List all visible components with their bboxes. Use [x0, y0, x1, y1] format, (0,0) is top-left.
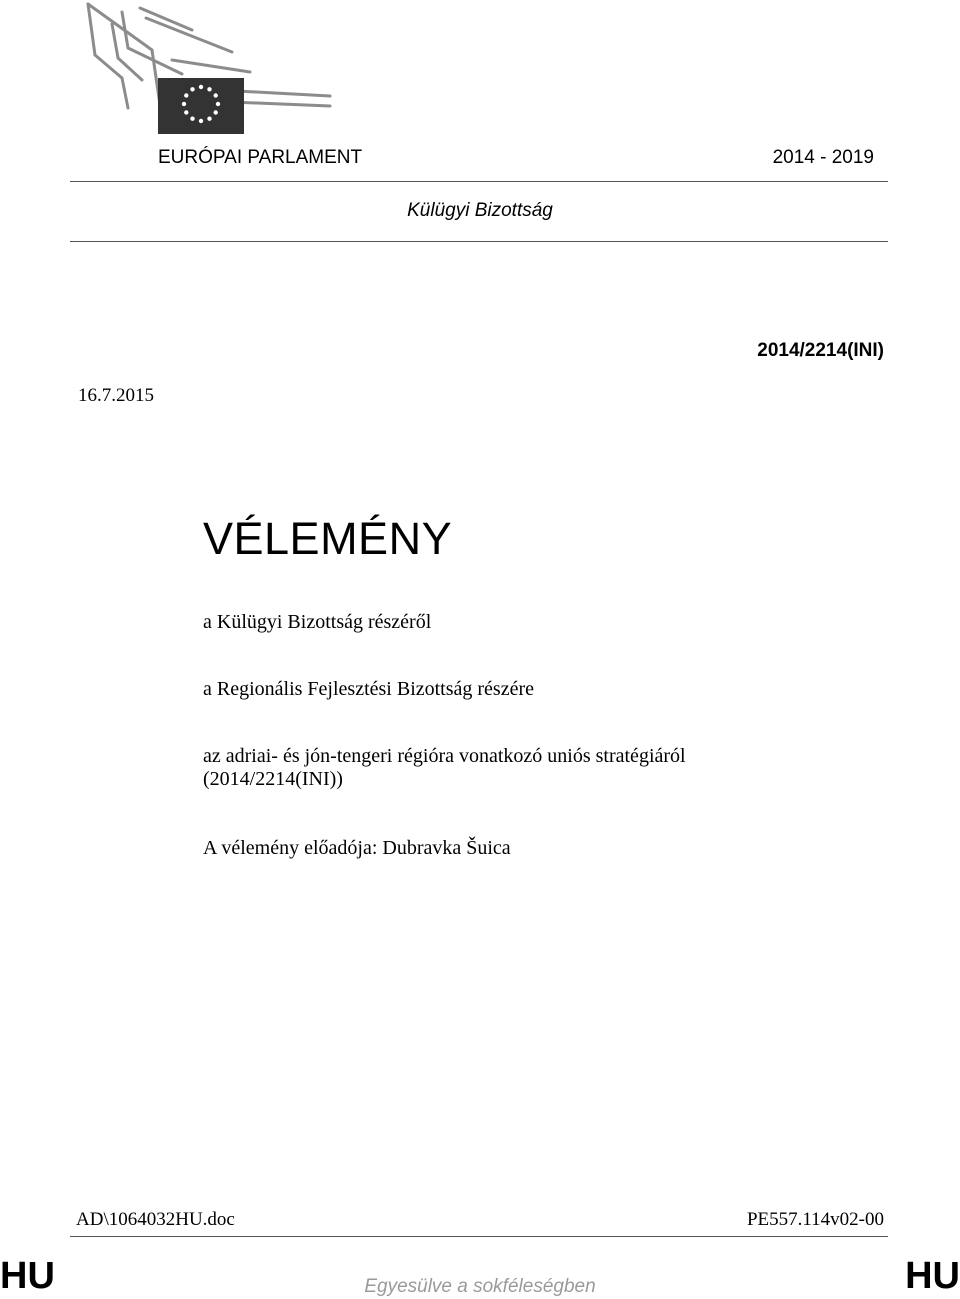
language-code-left: HU: [0, 1255, 55, 1297]
procedure-number: 2014/2214(INI): [757, 340, 884, 361]
committee-name: Külügyi Bizottság: [407, 200, 553, 221]
from-committee: a Külügyi Bizottság részéről: [203, 611, 432, 633]
for-committee: a Regionális Fejlesztési Bizottság részére: [203, 678, 535, 700]
footer-divider: [70, 1236, 888, 1237]
subject-line-2: (2014/2214(INI)): [203, 768, 343, 790]
document-title: VÉLEMÉNY: [203, 513, 453, 564]
subject: [203, 745, 803, 791]
document-date: 16.7.2015: [78, 385, 154, 406]
language-code-right: HU: [905, 1255, 960, 1297]
header-divider-bottom: [70, 241, 888, 242]
pe-reference: PE557.114v02-00: [746, 1209, 884, 1230]
subject-line-1: az adriai- és jón-tengeri régióra vonatkozó uniós stratégiáról: [203, 745, 686, 767]
institution-name: EURÓPAI PARLAMENT: [158, 147, 363, 168]
header-divider-top: [70, 181, 888, 182]
document-reference: AD\1064032HU.doc: [76, 1209, 235, 1230]
eu-motto: Egyesülve a sokféleségben: [364, 1276, 596, 1297]
rapporteur: A vélemény előadója: Dubravka Šuica: [203, 837, 511, 859]
european-parliament-logo-icon: [82, 0, 337, 140]
parliamentary-term: 2014 - 2019: [772, 147, 874, 168]
